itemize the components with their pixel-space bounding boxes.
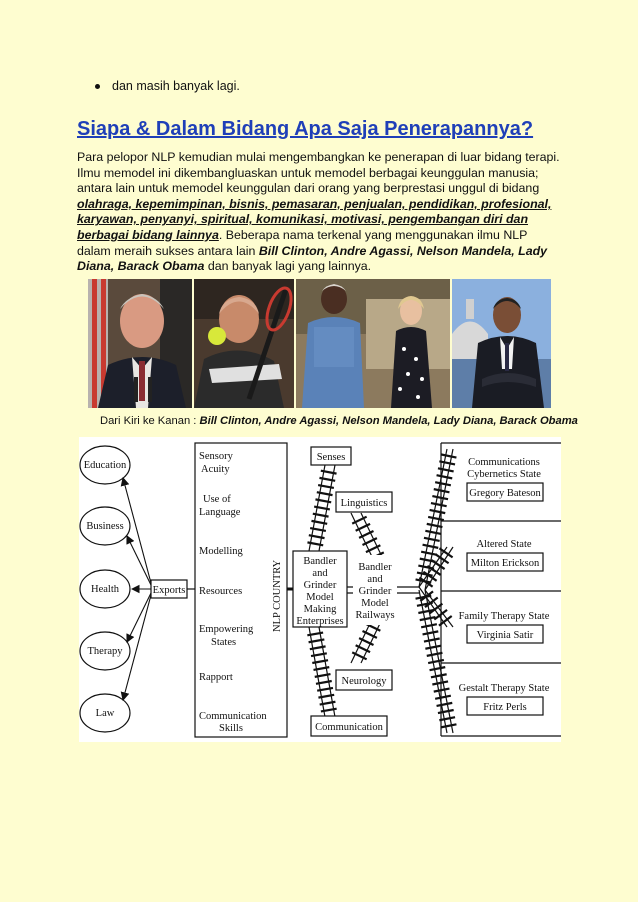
bullet-dot-icon <box>95 84 100 89</box>
state-altered <box>467 539 543 571</box>
railway-tie <box>424 538 440 541</box>
railway-tie <box>439 717 455 720</box>
svg-text:Use of: Use of <box>203 494 231 505</box>
person-gregory-bateson: Gregory Bateson <box>469 488 541 499</box>
svg-text:Skills: Skills <box>219 723 243 734</box>
railway-tie <box>421 624 437 627</box>
svg-text:Communications: Communications <box>468 457 540 468</box>
svg-text:Senses: Senses <box>316 452 346 463</box>
paragraph-names: Bill Clinton, Andre Agassi, Nelson Mandela, Lady Diana, Barack Obama <box>77 243 548 274</box>
railway-tie <box>423 631 439 634</box>
svg-text:Law: Law <box>95 708 115 719</box>
circle-health <box>80 570 130 608</box>
circle-education <box>80 446 130 484</box>
railway-tie <box>441 454 457 457</box>
nlp-country-diagram <box>79 437 561 742</box>
svg-text:Modelling: Modelling <box>199 546 243 557</box>
railway-tie <box>431 503 447 506</box>
svg-text:Education: Education <box>83 460 127 471</box>
railway-tie <box>424 639 440 642</box>
railway-tie <box>432 681 448 684</box>
railway-tie <box>427 653 443 656</box>
circle-therapy <box>80 632 130 670</box>
bullet-item <box>95 79 240 93</box>
exports-box <box>151 580 187 598</box>
svg-text:Bandler: Bandler <box>303 556 337 567</box>
svg-text:Rapport: Rapport <box>199 672 233 683</box>
railway-tie <box>425 531 441 534</box>
state-family-therapy <box>459 611 550 643</box>
svg-text:Grinder: Grinder <box>303 580 337 591</box>
svg-text:and: and <box>312 568 328 579</box>
svg-text:States: States <box>211 637 237 648</box>
svg-text:Therapy: Therapy <box>87 646 123 657</box>
photo-andre-agassi <box>194 279 294 408</box>
station-communication <box>311 716 387 736</box>
svg-text:Gestalt Therapy State: Gestalt Therapy State <box>458 683 550 694</box>
railway-tie <box>420 617 436 620</box>
railway-tie <box>437 475 453 478</box>
state-gestalt-therapy <box>459 683 550 715</box>
railway-tie <box>438 468 454 471</box>
section-heading: Siapa & Dalam Bidang Apa Saja Penerapannya? <box>77 118 534 140</box>
railway-tie <box>435 482 451 485</box>
paragraph-fields: olahraga, kepemimpinan, bisnis, pemasaran, penjualan, pendidikan, profesional, karyawan, penyanyi, spiritual, komunikasi, motivasi, pengembangan diri dan berbagai bidang lainnya <box>77 196 552 242</box>
person-virginia-satir: Virginia Satir <box>476 630 534 641</box>
svg-text:Family Therapy State: Family Therapy State <box>458 611 550 622</box>
state-communications-cybernetics <box>467 457 543 501</box>
person-milton-erickson: Milton Erickson <box>470 558 540 569</box>
railway-tie <box>432 496 448 499</box>
nlp-country-label: NLP COUNTRY <box>272 559 283 632</box>
railway-tie <box>431 674 447 677</box>
railway-tie <box>430 667 446 670</box>
paragraph-middle: . Beberapa nama terkenal yang menggunakan ilmu NLP dalam meraih sukses antara lain <box>77 227 528 258</box>
paragraph-intro: Para pelopor NLP kemudian mulai mengembangkan ke penerapan di luar bidang terapi. Ilmu memodel ini dikembangluaskan untuk memodel berbagai keunggulan manusia; antara lain untuk memodel keunggulan dari orang yang berprestasi unggul di bidang <box>77 150 560 196</box>
svg-text:Model: Model <box>306 592 334 603</box>
svg-text:Communication: Communication <box>199 711 267 722</box>
svg-text:Model: Model <box>361 598 389 609</box>
railway-tie <box>438 710 454 713</box>
railway-tie <box>416 596 432 599</box>
svg-text:Communication: Communication <box>315 722 383 733</box>
caption-names: Bill Clinton, Andre Agassi, Nelson Mandela, Lady Diana, Barack Obama <box>199 415 578 427</box>
svg-text:Altered State: Altered State <box>476 539 532 550</box>
railway-tie <box>435 554 448 563</box>
railway-tie <box>421 552 437 555</box>
svg-text:Cybernetics State: Cybernetics State <box>467 469 541 480</box>
svg-text:Bandler: Bandler <box>358 562 392 573</box>
railway-tie <box>425 646 441 649</box>
svg-text:Language: Language <box>199 507 241 518</box>
photo-caption <box>100 415 578 427</box>
svg-text:Linguistics: Linguistics <box>340 498 388 509</box>
railway-tie <box>427 524 443 527</box>
photo-strip <box>88 279 551 408</box>
svg-text:Making: Making <box>303 604 337 615</box>
svg-text:Enterprises: Enterprises <box>296 616 344 627</box>
svg-text:Acuity: Acuity <box>201 464 230 475</box>
circle-business <box>80 507 130 545</box>
railway-tie <box>423 545 439 548</box>
station-neurology <box>336 670 392 690</box>
svg-text:Railways: Railways <box>355 610 395 621</box>
railway-tie <box>417 603 433 606</box>
svg-text:Grinder: Grinder <box>358 586 392 597</box>
railway-tie <box>439 461 455 464</box>
railway-tie <box>435 696 451 699</box>
paragraph-end: dan banyak lagi yang lainnya. <box>204 259 372 274</box>
bullet-text: dan masih banyak lagi. <box>112 79 240 93</box>
nlp-country-column <box>195 443 287 737</box>
station-linguistics <box>336 492 392 512</box>
svg-text:Resources: Resources <box>199 586 243 597</box>
body-paragraph <box>77 150 562 275</box>
svg-text:Sensory: Sensory <box>199 451 233 462</box>
photo-barack-obama <box>452 279 551 408</box>
svg-text:Empowering: Empowering <box>199 624 254 635</box>
circle-law <box>80 694 130 732</box>
svg-text:Exports: Exports <box>152 585 186 596</box>
photo-mandela-diana <box>296 279 450 408</box>
person-fritz-perls: Fritz Perls <box>483 702 527 713</box>
svg-text:Health: Health <box>91 584 119 595</box>
railway-tie <box>437 703 453 706</box>
caption-prefix: Dari Kiri ke Kanan : <box>100 415 200 427</box>
svg-text:Neurology: Neurology <box>341 676 387 687</box>
railway-tie <box>441 724 457 727</box>
station-senses <box>311 447 351 465</box>
photo-bill-clinton <box>88 279 192 408</box>
railway-tie <box>430 510 446 513</box>
svg-text:and: and <box>367 574 383 585</box>
svg-text:Business: Business <box>86 521 124 532</box>
